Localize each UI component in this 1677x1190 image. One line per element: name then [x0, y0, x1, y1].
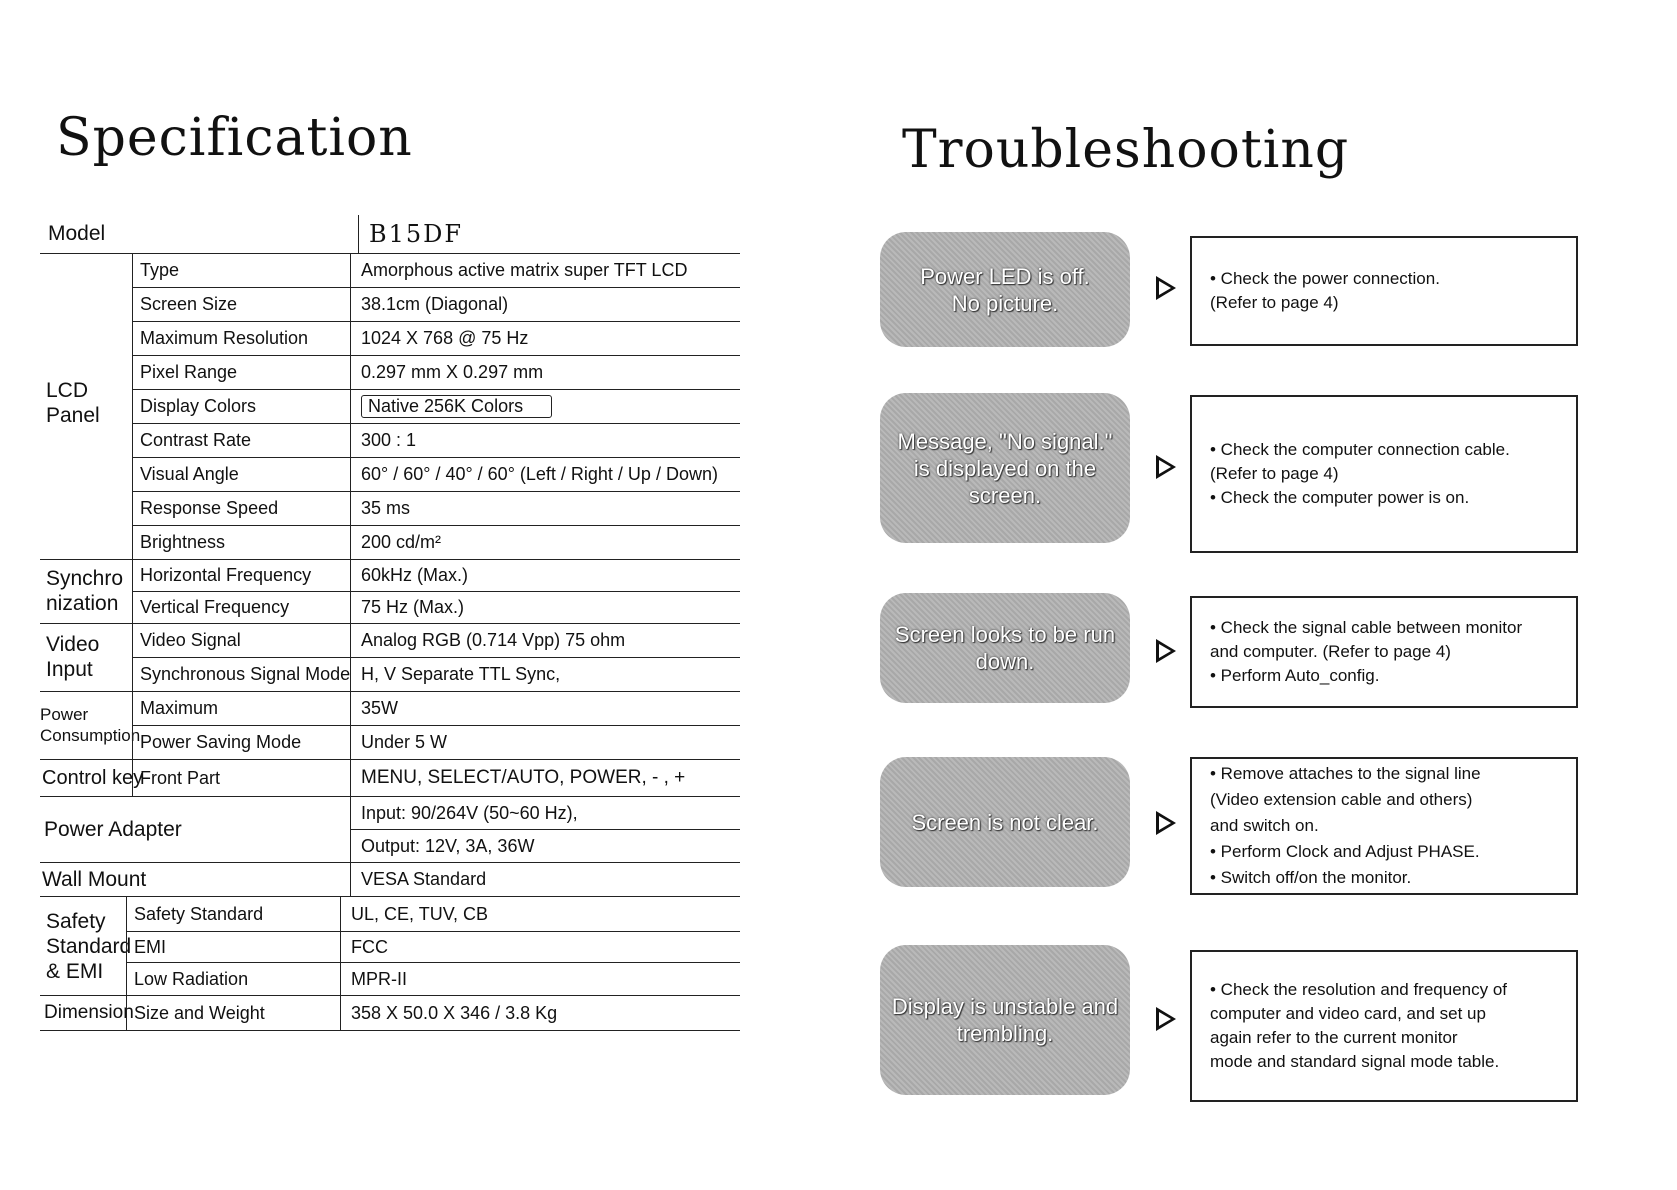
row-value: UL, CE, TUV, CB: [340, 897, 722, 931]
row-value: 1024 X 768 @ 75 Hz: [350, 322, 732, 355]
problem-box: Power LED is off. No picture.: [880, 232, 1130, 347]
group-label-video-input: Video Input: [46, 633, 100, 681]
solution-line: • Check the power connection.: [1210, 269, 1440, 288]
row-value: Amorphous active matrix super TFT LCD: [350, 254, 732, 287]
row-value: 0.297 mm X 0.297 mm: [350, 356, 732, 389]
group-synchronization: [40, 560, 740, 624]
table-row-dimension: [40, 996, 740, 1031]
row-type: Response Speed: [132, 492, 348, 525]
solution-line: computer and video card, and set up: [1210, 1004, 1486, 1023]
row-type: Maximum: [132, 692, 348, 725]
solution-line: • Check the computer power is on.: [1210, 488, 1470, 507]
solution-line: (Refer to page 4): [1210, 293, 1339, 312]
table-row: [132, 254, 740, 288]
problem-box: Display is unstable and trembling.: [880, 945, 1130, 1095]
solution-box: [1190, 395, 1578, 553]
table-row: [132, 458, 740, 492]
specification-title: Specification: [56, 108, 413, 168]
table-row: [40, 830, 740, 863]
row-value: MENU, SELECT/AUTO, POWER, - , +: [350, 760, 732, 796]
model-label: Model: [48, 222, 106, 245]
table-row: [132, 424, 740, 458]
row-type: Power Saving Mode: [132, 726, 348, 759]
row-value: Input: 90/264V (50~60 Hz),: [350, 797, 732, 829]
table-row: [132, 288, 740, 322]
row-type: Size and Weight: [126, 996, 342, 1030]
arrow-right-icon: [1156, 276, 1176, 300]
table-row: [40, 592, 740, 624]
table-row: [40, 658, 740, 692]
group-label-synchro: Synchro nization: [46, 567, 124, 615]
row-type: Vertical Frequency: [132, 592, 348, 623]
solution-line: • Remove attaches to the signal line: [1210, 764, 1481, 783]
table-row: [126, 932, 740, 963]
table-row: [126, 897, 740, 932]
row-type: Contrast Rate: [132, 424, 348, 457]
solution-line: • Check the signal cable between monitor: [1210, 618, 1523, 637]
problem-box: Screen is not clear.: [880, 757, 1130, 887]
solution-box: [1190, 596, 1578, 708]
troubleshooting-item: [880, 757, 1580, 887]
table-row: [132, 492, 740, 526]
solution-line: (Video extension cable and others): [1210, 790, 1473, 809]
solution-line: • Check the computer connection cable.: [1210, 440, 1510, 459]
solution-line: • Perform Clock and Adjust PHASE.: [1210, 842, 1480, 861]
solution-box: [1190, 236, 1578, 346]
table-row-wall-mount: [40, 863, 740, 897]
row-value: 60° / 60° / 40° / 60° (Left / Right / Up / Down): [350, 458, 732, 491]
table-row: [40, 963, 740, 996]
row-type: Front Part: [132, 760, 348, 796]
table-row: [132, 624, 740, 658]
solution-line: and computer. (Refer to page 4): [1210, 642, 1451, 661]
row-value: MPR-II: [340, 963, 722, 995]
row-value: 200 cd/m²: [350, 526, 732, 559]
arrow-right-icon: [1156, 1007, 1176, 1031]
problem-box: Message, "No signal." is displayed on the screen.: [880, 393, 1130, 543]
row-type: Screen Size: [132, 288, 348, 321]
group-video-input: [40, 624, 740, 692]
table-row: [40, 726, 740, 760]
row-type: Pixel Range: [132, 356, 348, 389]
row-type: Display Colors: [132, 390, 348, 423]
group-label-dimension: Dimension: [44, 1002, 134, 1023]
specification-table: [40, 215, 740, 1031]
solution-box: [1190, 950, 1578, 1102]
row-value: 35W: [350, 692, 732, 725]
arrow-right-icon: [1156, 455, 1176, 479]
group-label-power-adapter: Power Adapter: [44, 818, 182, 841]
solution-line: and switch on.: [1210, 816, 1319, 835]
row-value: 300 : 1: [350, 424, 732, 457]
group-power-adapter: [40, 797, 740, 863]
row-type: Low Radiation: [126, 963, 342, 995]
row-value: 358 X 50.0 X 346 / 3.8 Kg: [340, 996, 722, 1030]
group-label-safety: Safety Standard & EMI: [46, 910, 132, 983]
table-row: [132, 356, 740, 390]
solution-line: (Refer to page 4): [1210, 464, 1339, 483]
row-type: EMI: [126, 932, 342, 962]
row-value: VESA Standard: [350, 863, 732, 896]
table-row-model: [40, 215, 740, 254]
row-type: Maximum Resolution: [132, 322, 348, 355]
row-value: Native 256K Colors: [350, 390, 732, 423]
solution-line: • Switch off/on the monitor.: [1210, 868, 1412, 887]
troubleshooting-item: [880, 945, 1580, 1071]
table-row-control-key: [40, 760, 740, 797]
table-row: [350, 797, 740, 830]
row-type: Visual Angle: [132, 458, 348, 491]
row-value: 60kHz (Max.): [350, 560, 732, 591]
group-power-consumption: [40, 692, 740, 760]
troubleshooting-item: [880, 393, 1580, 513]
arrow-right-icon: [1156, 639, 1176, 663]
table-row: [132, 560, 740, 592]
model-value: B15DF: [358, 215, 740, 253]
solution-line: • Check the resolution and frequency of: [1210, 980, 1508, 999]
solution-line: again refer to the current monitor: [1210, 1028, 1458, 1047]
row-type: Type: [132, 254, 348, 287]
row-value: FCC: [340, 932, 722, 962]
group-label-wall-mount: Wall Mount: [42, 867, 147, 891]
group-label-lcd-panel: LCD Panel: [46, 379, 100, 427]
table-row: [132, 390, 740, 424]
solution-line: mode and standard signal mode table.: [1210, 1052, 1500, 1071]
table-row: [40, 526, 740, 560]
row-type: Synchronous Signal Mode: [132, 658, 348, 691]
troubleshooting-title: Troubleshooting: [902, 120, 1350, 180]
row-type: Horizontal Frequency: [132, 560, 348, 591]
row-value: Under 5 W: [350, 726, 732, 759]
solution-box: [1190, 757, 1578, 895]
row-type: Brightness: [132, 526, 348, 559]
group-safety: [40, 897, 740, 996]
group-lcd-panel: [40, 254, 740, 560]
row-type: Video Signal: [132, 624, 348, 657]
row-value: 35 ms: [350, 492, 732, 525]
row-value: Analog RGB (0.714 Vpp) 75 ohm: [350, 624, 732, 657]
row-value: 75 Hz (Max.): [350, 592, 732, 623]
table-row: [132, 322, 740, 356]
solution-line: • Perform Auto_config.: [1210, 666, 1380, 685]
group-label-control-key: Control key: [42, 766, 144, 789]
troubleshooting-item: [880, 593, 1580, 713]
row-type: Safety Standard: [126, 897, 342, 931]
row-value: Output: 12V, 3A, 36W: [350, 830, 732, 862]
table-row: [132, 692, 740, 726]
group-label-power-consumption: Power Consumption: [40, 705, 141, 745]
troubleshooting-item: [880, 232, 1580, 352]
row-value: H, V Separate TTL Sync,: [350, 658, 732, 691]
problem-box: Screen looks to be run down.: [880, 593, 1130, 703]
arrow-right-icon: [1156, 811, 1176, 835]
row-value: 38.1cm (Diagonal): [350, 288, 732, 321]
